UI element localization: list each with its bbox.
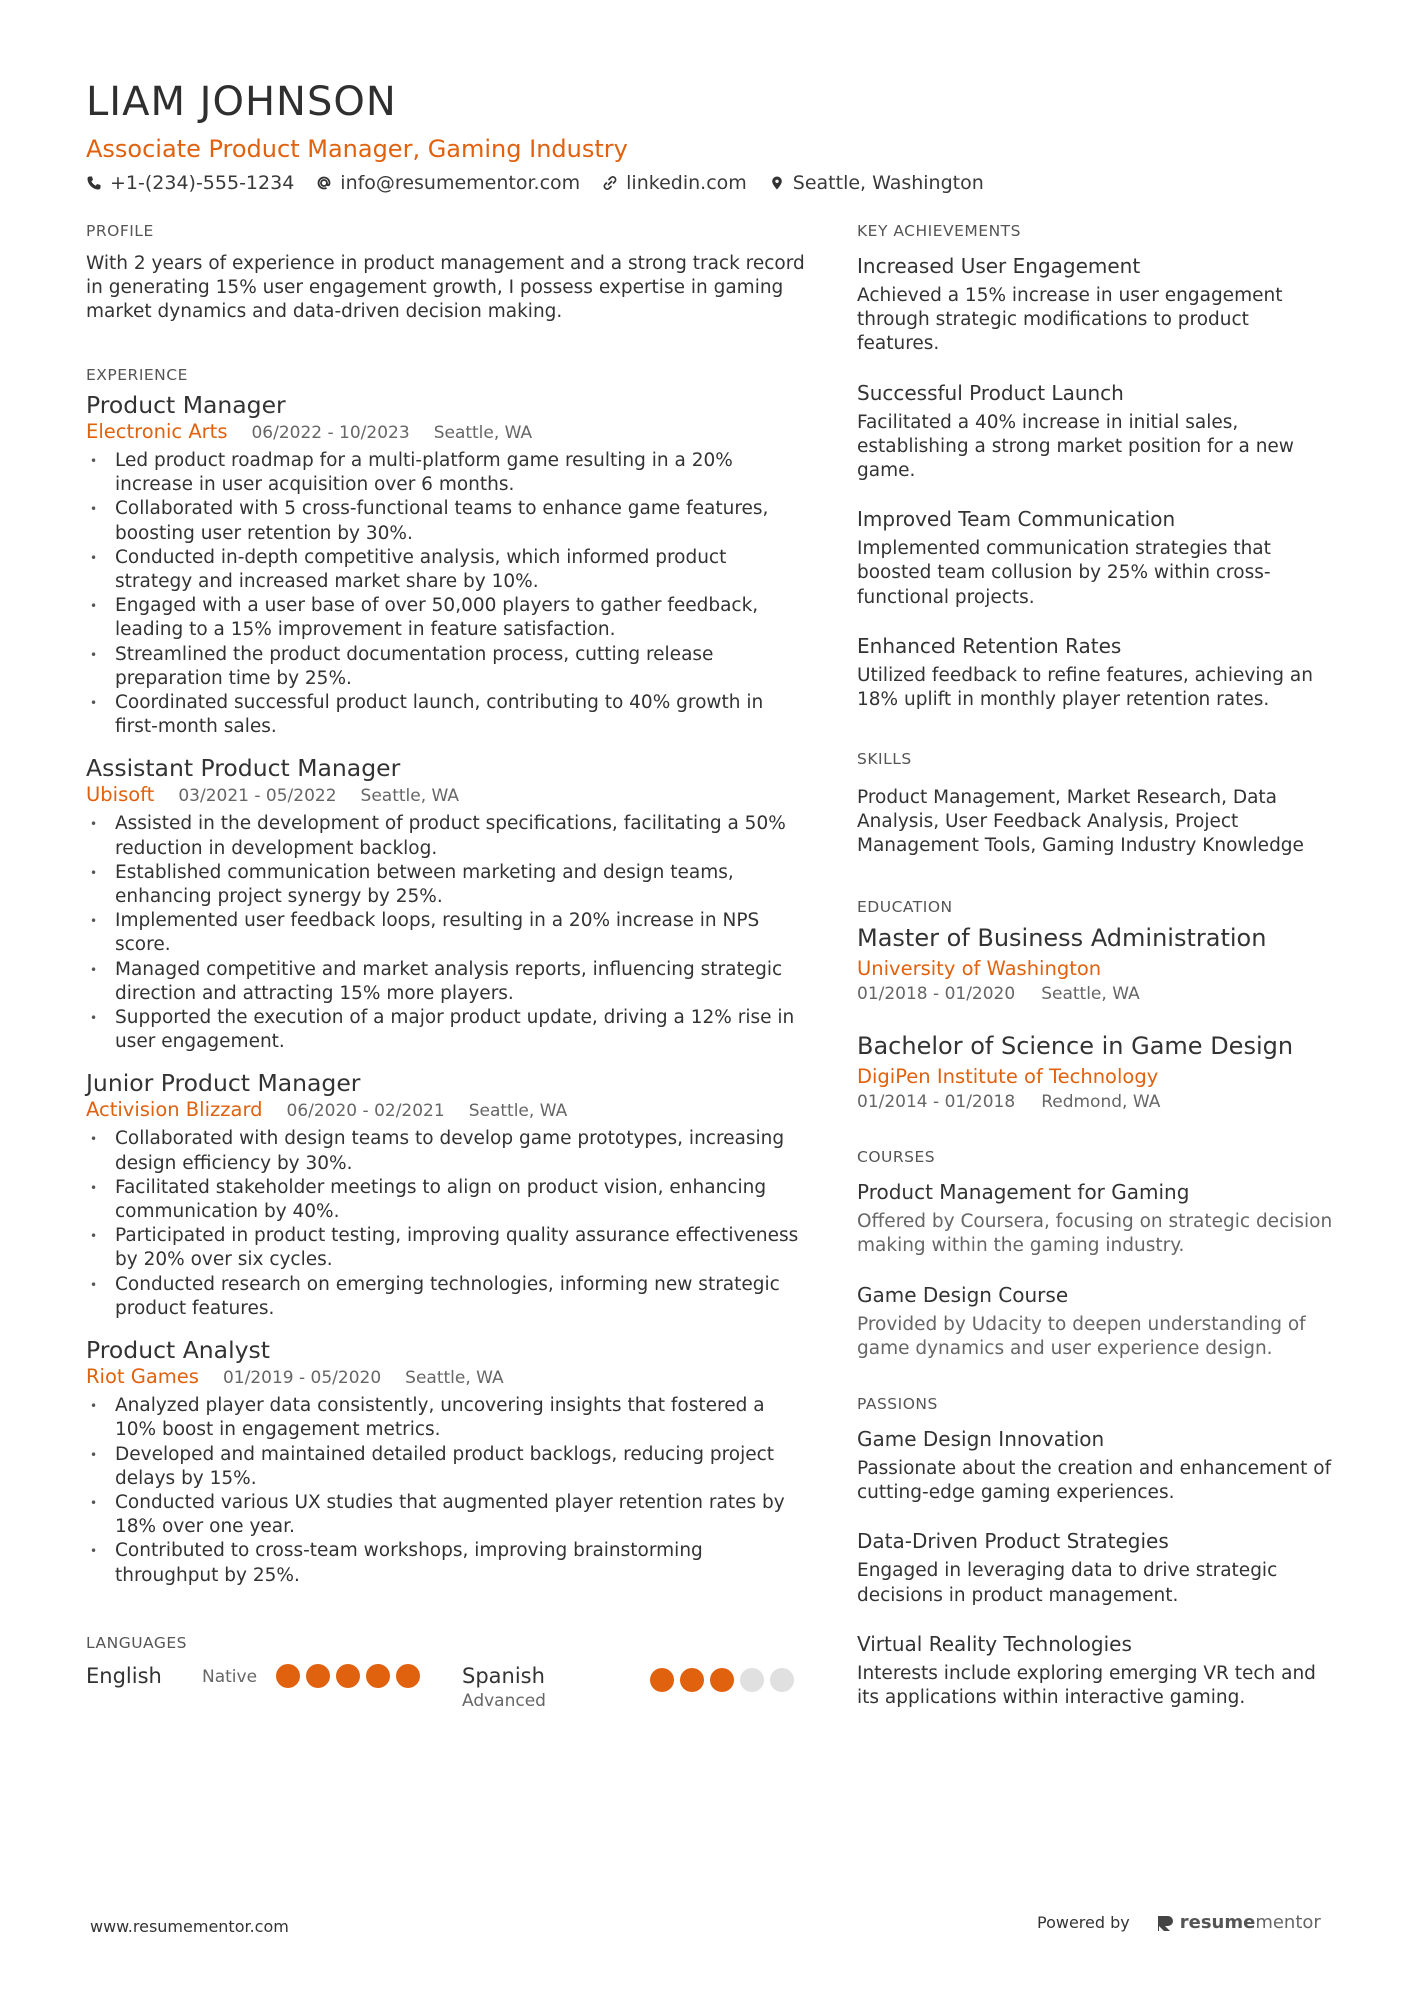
job-meta <box>86 783 806 808</box>
education-item <box>857 922 1337 1006</box>
job-meta <box>86 1098 806 1123</box>
language-level: Native <box>202 1666 258 1687</box>
job-dates: 01/2019 - 05/2020 <box>222 1368 382 1389</box>
location-pin-icon <box>769 175 785 191</box>
job-bullet: • Supported the execution of a major product update, driving a 12% rise in user engagement. <box>86 1006 806 1054</box>
achievement-item <box>857 252 1337 357</box>
achievement-title: Successful Product Launch <box>857 380 1124 405</box>
education-location: Redmond, WA <box>1041 1092 1161 1113</box>
job-bullet: • Contributed to cross-team workshops, improving brainstorming throughput by 25%. <box>86 1539 806 1587</box>
rating-dot-empty <box>770 1668 794 1692</box>
job-meta <box>86 1365 806 1390</box>
job-location: Seattle, WA <box>405 1368 504 1389</box>
education-dates: 01/2018 - 01/2020 <box>857 984 1016 1005</box>
rating-dot-filled <box>710 1668 734 1692</box>
language-list <box>86 1662 806 1712</box>
rating-dot-filled <box>366 1664 390 1688</box>
linkedin-text[interactable]: linkedin.com <box>626 172 747 194</box>
education-school: University of Washington <box>857 957 1102 981</box>
passions-section <box>857 1393 1337 1710</box>
achievement-item <box>857 505 1337 610</box>
email-text[interactable]: info@resumementor.com <box>340 172 581 194</box>
job-bullet: • Developed and maintained detailed product backlogs, reducing project delays by 15%. <box>86 1443 806 1491</box>
job-bullet: • Coordinated successful product launch, contributing to 40% growth in first-month sales. <box>86 691 806 739</box>
phone-icon <box>86 175 102 191</box>
education-dates: 01/2014 - 01/2018 <box>857 1092 1016 1113</box>
footer-website[interactable]: www.resumementor.com <box>90 1917 289 1936</box>
course-title: Game Design Course <box>857 1282 1069 1307</box>
course-text: Provided by Udacity to deepen understanding of game dynamics and user experience design. <box>857 1313 1306 1359</box>
job-bullet: • Led product roadmap for a multi-platform game resulting in a 20% increase in user acquisition over 6 months. <box>86 449 806 497</box>
education-meta <box>857 1090 1337 1114</box>
course-title: Product Management for Gaming <box>857 1180 1190 1205</box>
language-name: Spanish <box>462 1663 545 1688</box>
passions-heading: PASSIONS <box>857 1395 938 1414</box>
profile-heading: PROFILE <box>86 222 154 240</box>
job-bullet: • Conducted various UX studies that augmented player retention rates by 18% over one year. <box>86 1491 806 1539</box>
powered-by-label: Powered by <box>1037 1913 1130 1932</box>
job-bullet: • Assisted in the development of product specifications, facilitating a 50% reduction in development backlog. <box>86 812 806 860</box>
education-meta <box>857 982 1337 1006</box>
education-school: DigiPen Institute of Technology <box>857 1065 1159 1089</box>
job-entry <box>86 753 806 1054</box>
passion-item <box>857 1425 1337 1505</box>
at-icon <box>316 175 332 191</box>
rating-dot-filled <box>680 1668 704 1692</box>
skills-heading: SKILLS <box>857 750 912 769</box>
profile-section <box>86 220 806 324</box>
job-bullet: • Engaged with a user base of over 50,000 players to gather feedback, leading to a 15% improvement in feature satisfaction. <box>86 594 806 642</box>
course-item <box>857 1281 1337 1361</box>
location-text: Seattle, Washington <box>792 172 984 194</box>
job-bullet: • Participated in product testing, improving quality assurance effectiveness by 20% over six cycles. <box>86 1224 806 1272</box>
passion-text: Passionate about the creation and enhancement of cutting-edge gaming experiences. <box>857 1458 1332 1504</box>
passion-title: Data-Driven Product Strategies <box>857 1529 1169 1554</box>
job-title: Product Analyst <box>86 1336 270 1365</box>
education-section <box>857 896 1337 1114</box>
job-company: Activision Blizzard <box>86 1098 263 1122</box>
job-bullet: • Established communication between marketing and design teams, enhancing project synergy by 25%. <box>86 861 806 909</box>
achievement-text: Achieved a 15% increase in user engagement through strategic modifications to product features. <box>857 285 1283 355</box>
candidate-name: LIAM JOHNSON <box>86 79 397 125</box>
achievement-text: Implemented communication strategies that boosted team collusion by 25% within cross-functional projects. <box>857 538 1271 608</box>
job-title: Junior Product Manager <box>86 1069 361 1098</box>
job-meta <box>86 420 806 445</box>
language-rating <box>650 1668 794 1692</box>
job-bullet: • Conducted research on emerging technologies, informing new strategic product features. <box>86 1273 806 1321</box>
brand-logo[interactable] <box>1156 1912 1321 1933</box>
rating-dot-filled <box>396 1664 420 1688</box>
language-item <box>86 1662 462 1690</box>
passion-item <box>857 1630 1337 1710</box>
phone-text: +1-(234)-555-1234 <box>110 172 295 194</box>
language-rating <box>276 1664 420 1688</box>
experience-section <box>86 364 806 1588</box>
link-icon <box>602 175 618 191</box>
achievement-text: Facilitated a 40% increase in initial sales, establishing a strong market position for a new game. <box>857 411 1294 482</box>
job-bullets <box>86 1394 806 1588</box>
job-dates: 06/2020 - 02/2021 <box>286 1101 445 1122</box>
job-bullet: • Streamlined the product documentation process, cutting release preparation time by 25%. <box>86 643 806 691</box>
passion-title: Game Design Innovation <box>857 1427 1105 1452</box>
job-bullet: • Conducted in-depth competitive analysis, which informed product strategy and increased market share by 10%. <box>86 546 806 594</box>
left-column <box>86 220 806 1712</box>
rating-dot-filled <box>276 1664 300 1688</box>
language-text <box>462 1662 650 1712</box>
language-item <box>462 1662 794 1712</box>
footer-powered <box>1037 1912 1321 1933</box>
brand-name-a: resume <box>1179 1912 1256 1933</box>
languages-heading: LANGUAGES <box>86 1633 188 1652</box>
contact-linkedin[interactable] <box>602 170 747 196</box>
job-bullet: • Collaborated with 5 cross-functional teams to enhance game features, boosting user retention by 30%. <box>86 497 806 545</box>
job-bullet: • Analyzed player data consistently, uncovering insights that fostered a 10% boost in engagement metrics. <box>86 1394 806 1442</box>
job-bullet: • Implemented user feedback loops, resulting in a 20% increase in NPS score. <box>86 909 806 957</box>
job-company: Riot Games <box>86 1365 199 1389</box>
achievements-heading: KEY ACHIEVEMENTS <box>857 222 1021 240</box>
achievement-item <box>857 379 1337 484</box>
skills-text: Product Management, Market Research, Data Analysis, User Feedback Analysis, Project Management Tools, Gaming Industry Knowledge <box>857 787 1304 857</box>
contact-row <box>86 170 1326 196</box>
experience-heading: EXPERIENCE <box>86 366 188 384</box>
course-item <box>857 1178 1337 1258</box>
passion-title: Virtual Reality Technologies <box>857 1631 1132 1656</box>
achievements-section <box>857 220 1337 712</box>
contact-phone <box>86 170 294 196</box>
rating-dot-filled <box>306 1664 330 1688</box>
resume-header <box>86 76 1326 196</box>
brand-name-b: mentor <box>1255 1912 1321 1933</box>
passion-text: Engaged in leveraging data to drive strategic decisions in product management. <box>857 1560 1278 1606</box>
courses-section <box>857 1146 1337 1361</box>
rating-dot-empty <box>740 1668 764 1692</box>
job-bullets <box>86 812 806 1054</box>
job-bullets <box>86 449 806 739</box>
education-degree: Bachelor of Science in Game Design <box>857 1032 1294 1061</box>
rating-dot-filled <box>336 1664 360 1688</box>
job-dates: 03/2021 - 05/2022 <box>178 786 337 807</box>
job-company: Ubisoft <box>86 783 155 807</box>
profile-text: With 2 years of experience in product management and a strong track record in generating 15% user engagement growth, I possess expertise in gaming market dynamics and data-driven decision making. <box>86 253 805 322</box>
achievement-item <box>857 632 1337 712</box>
language-level: Advanced <box>462 1690 546 1711</box>
job-title: Assistant Product Manager <box>86 754 401 783</box>
passion-item <box>857 1527 1337 1607</box>
course-text: Offered by Coursera, focusing on strategic decision making within the gaming industry. <box>857 1211 1333 1257</box>
right-column <box>857 220 1337 1732</box>
job-bullet: • Managed competitive and market analysis reports, influencing strategic direction and attracting 15% more players. <box>86 958 806 1006</box>
contact-email[interactable] <box>316 170 580 196</box>
job-location: Seattle, WA <box>468 1101 568 1122</box>
job-company: Electronic Arts <box>86 420 228 443</box>
education-heading: EDUCATION <box>857 898 953 917</box>
candidate-title: Associate Product Manager, Gaming Industry <box>86 135 628 163</box>
languages-section <box>86 1632 806 1712</box>
education-degree: Master of Business Administration <box>857 924 1267 953</box>
skills-section <box>857 748 1337 858</box>
job-entry <box>86 1335 806 1588</box>
resumementor-logo-icon <box>1156 1914 1174 1932</box>
job-location: Seattle, WA <box>360 786 460 807</box>
achievement-title: Enhanced Retention Rates <box>857 633 1122 658</box>
job-bullet: • Collaborated with design teams to develop game prototypes, increasing design efficiency by 30%. <box>86 1127 806 1175</box>
courses-heading: COURSES <box>857 1148 936 1167</box>
rating-dot-filled <box>650 1668 674 1692</box>
achievement-text: Utilized feedback to refine features, achieving an 18% uplift in monthly player retention rates. <box>857 664 1313 711</box>
achievement-title: Improved Team Communication <box>857 507 1176 532</box>
contact-location <box>769 170 984 196</box>
job-location: Seattle, WA <box>433 423 533 443</box>
achievement-title: Increased User Engagement <box>857 254 1141 278</box>
education-location: Seattle, WA <box>1041 984 1140 1005</box>
job-title: Product Manager <box>86 391 286 419</box>
job-bullets <box>86 1127 806 1321</box>
job-bullet: • Facilitated stakeholder meetings to align on product vision, enhancing communication by 40%. <box>86 1176 806 1224</box>
job-entry <box>86 1068 806 1321</box>
passion-text: Interests include exploring emerging VR tech and its applications within interactive gaming. <box>857 1662 1316 1709</box>
job-dates: 06/2022 - 10/2023 <box>251 423 410 443</box>
education-item <box>857 1030 1337 1114</box>
job-entry <box>86 390 806 739</box>
language-name: English <box>86 1663 162 1688</box>
